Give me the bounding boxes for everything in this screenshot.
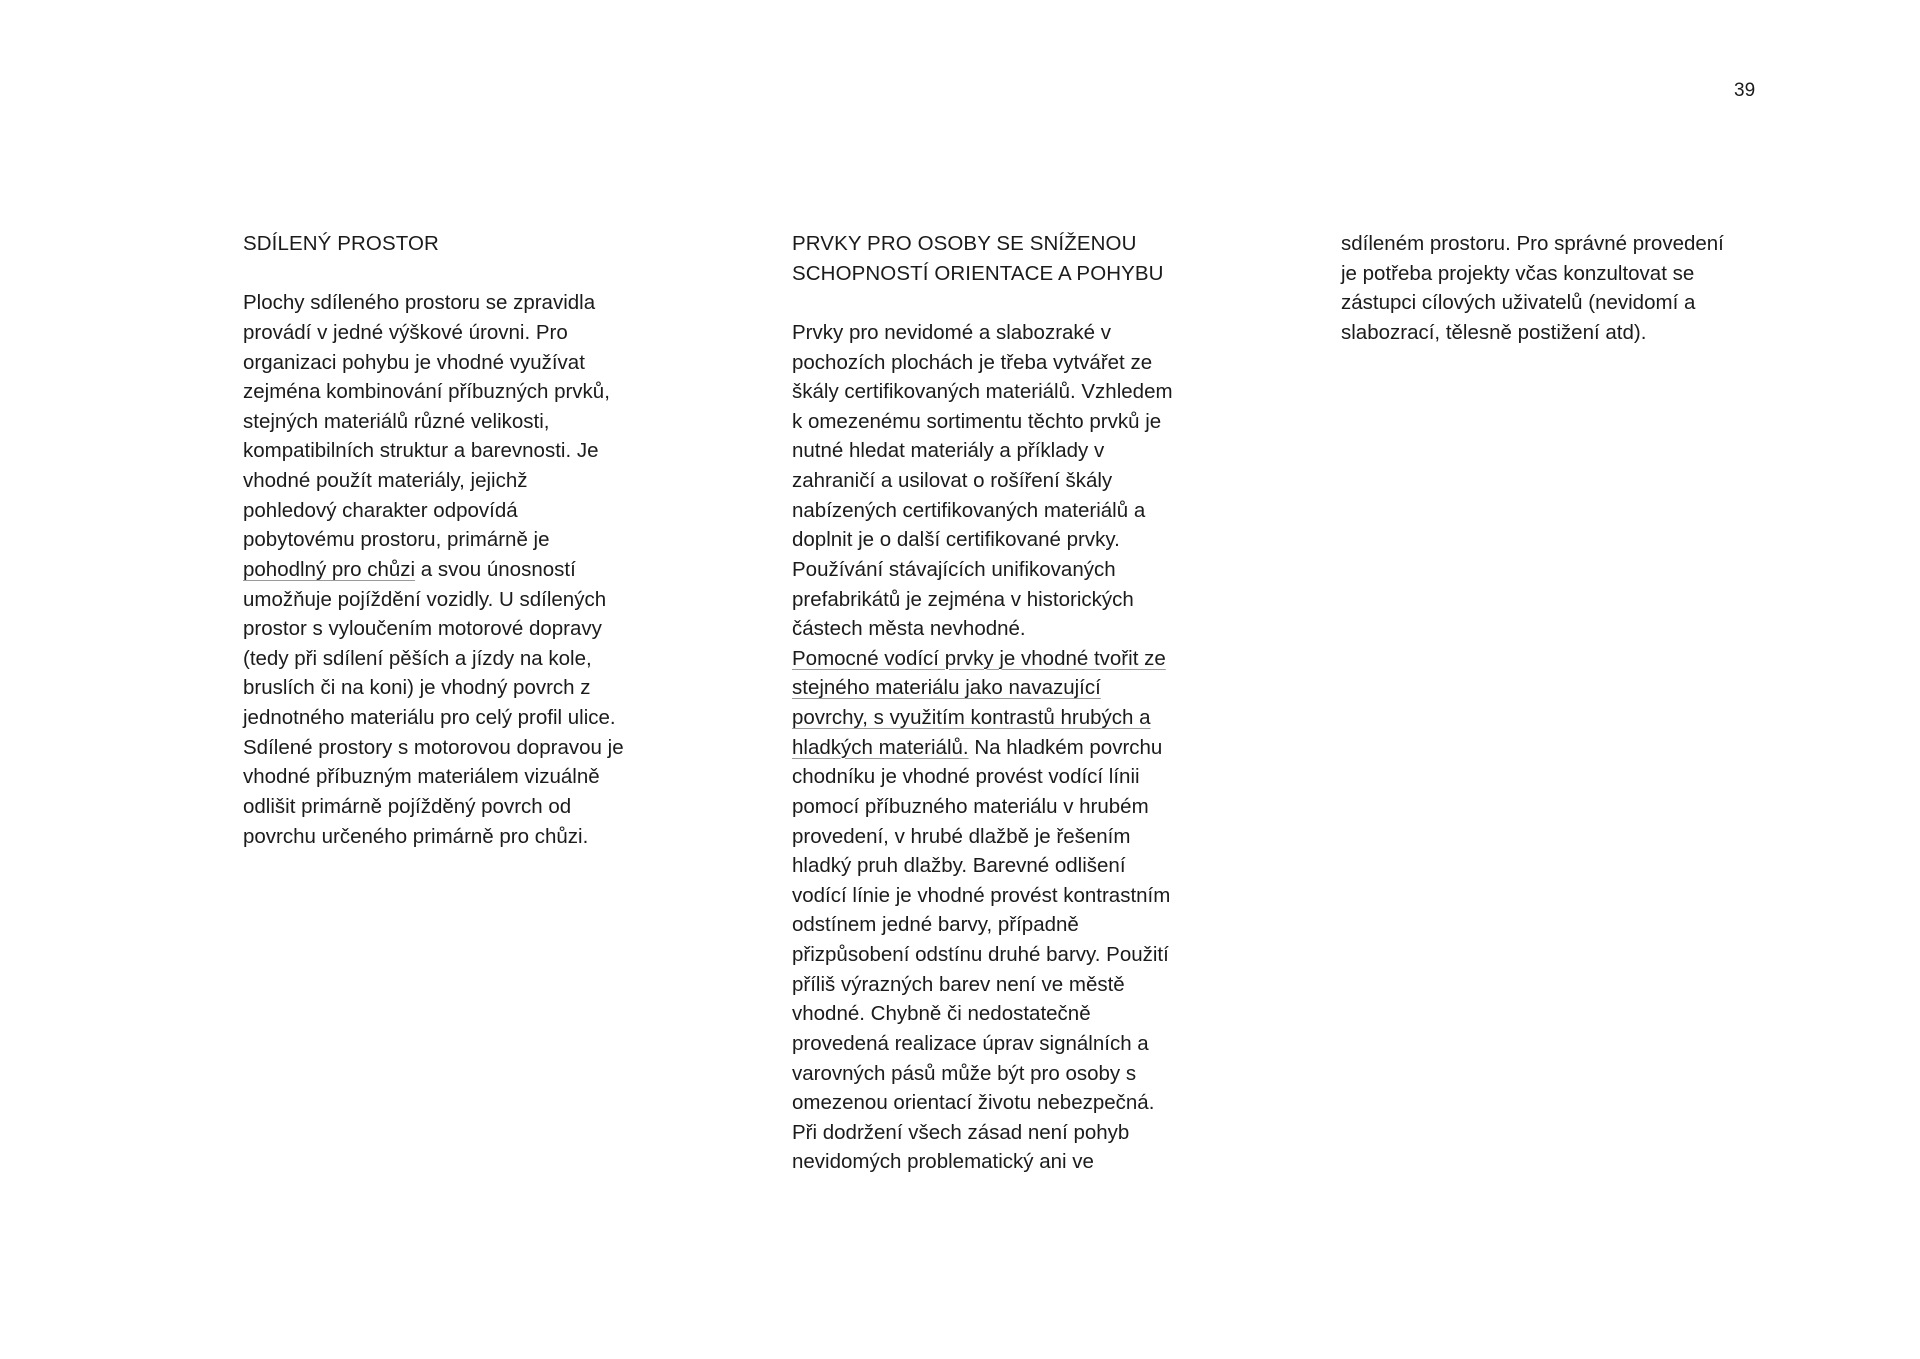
body-text-line	[792, 673, 1232, 703]
section-heading: PRVKY PRO OSOBY SE SNÍŽENOU	[792, 232, 1137, 255]
body-text-line	[792, 555, 1232, 585]
underlined-text: Pomocné vodící prvky je vhodné tvořit ze	[792, 646, 1166, 670]
body-text-line	[243, 555, 683, 585]
body-text: nevidomých problematický ani ve	[792, 1150, 1094, 1174]
body-text: kompatibilních struktur a barevnosti. Je	[243, 439, 599, 463]
body-text: přizpůsobení odstínu druhé barvy. Použití	[792, 943, 1169, 966]
body-text-line	[792, 999, 1232, 1029]
body-text-line	[243, 436, 683, 466]
body-text-line	[792, 1147, 1232, 1177]
body-text: nutné hledat materiály a příklady v	[792, 439, 1105, 463]
body-text: vhodné příbuzným materiálem vizuálně	[243, 765, 600, 789]
body-text: umožňuje pojíždění vozidly. U sdílených	[243, 587, 607, 611]
section-heading: SCHOPNOSTÍ ORIENTACE A POHYBU	[792, 261, 1164, 285]
heading-spacer	[243, 259, 683, 289]
body-text: sdíleném prostoru. Pro správné provedení	[1341, 232, 1724, 255]
body-text-line	[243, 318, 683, 348]
heading-spacer	[792, 288, 1232, 318]
body-text-line	[1341, 288, 1781, 318]
body-text-line	[243, 407, 683, 437]
body-text-line	[792, 733, 1232, 763]
body-text: Sdílené prostory s motorovou dopravou je	[243, 735, 624, 759]
underlined-text: povrchy, s využitím kontrastů hrubých a	[792, 706, 1151, 729]
body-text-line	[243, 614, 683, 644]
body-text: zejména kombinování příbuzných prvků,	[243, 380, 610, 404]
body-text: k omezenému sortimentu těchto prvků je	[792, 409, 1162, 433]
body-text: pochozích plochách je třeba vytvářet ze	[792, 350, 1153, 374]
underlined-text: pohodlný pro chůzi	[243, 557, 416, 581]
body-text-line	[792, 792, 1232, 822]
body-text-line	[1341, 259, 1781, 289]
body-text-line	[792, 436, 1232, 466]
body-text-line	[243, 466, 683, 496]
body-text: chodníku je vhodné provést vodící línii	[792, 765, 1140, 789]
body-text: vhodné použít materiály, jejichž	[243, 469, 528, 492]
body-text-line	[792, 762, 1232, 792]
column-accessibility	[792, 229, 1232, 1177]
body-text: omezenou orientací životu nebezpečná.	[792, 1091, 1155, 1115]
body-text: stejných materiálů různé velikosti,	[243, 409, 550, 433]
body-text-line	[792, 910, 1232, 940]
body-text-line	[792, 1088, 1232, 1118]
page-number: 39	[1734, 80, 1756, 101]
body-text-line	[792, 1118, 1232, 1148]
body-text: částech města nevhodné.	[792, 617, 1026, 641]
body-text: vodící línie je vhodné provést kontrastním	[792, 883, 1171, 907]
body-text: provedení, v hrubé dlažbě je řešením	[792, 824, 1131, 848]
body-text-line	[792, 851, 1232, 881]
body-text-line	[243, 348, 683, 378]
body-text-line	[792, 1059, 1232, 1089]
body-text: organizaci pohybu je vhodné využívat	[243, 350, 585, 374]
body-text: Plochy sdíleného prostoru se zpravidla	[243, 291, 596, 315]
body-text: povrchu určeného primárně pro chůzi.	[243, 824, 589, 848]
body-text: zástupci cílových uživatelů (nevidomí a	[1341, 291, 1696, 315]
body-text: nabízených certifikovaných materiálů a	[792, 498, 1146, 522]
body-text-line	[792, 348, 1232, 378]
body-text-line	[792, 614, 1232, 644]
body-text: pomocí příbuzného materiálu v hrubém	[792, 794, 1149, 818]
column-shared-space	[243, 229, 683, 851]
body-text-line	[243, 525, 683, 555]
body-text: odstínem jedné barvy, případně	[792, 913, 1079, 937]
body-text-line	[243, 792, 683, 822]
body-text: Na hladkém povrchu	[968, 735, 1163, 759]
body-text-line	[792, 644, 1232, 674]
body-text-line	[792, 525, 1232, 555]
body-text: pobytovému prostoru, primárně je	[243, 528, 550, 552]
body-text-line	[1341, 229, 1781, 259]
body-text-line	[792, 318, 1232, 348]
body-text-line	[243, 377, 683, 407]
body-text: Při dodržení všech zásad není pohyb	[792, 1120, 1130, 1144]
body-text: a svou únosností	[415, 557, 576, 581]
body-text: slabozrací, tělesně postižení atd).	[1341, 320, 1647, 344]
body-text-line	[792, 940, 1232, 970]
body-text: odlišit primárně pojížděný povrch od	[243, 794, 572, 818]
underlined-text: hladkých materiálů.	[792, 735, 969, 759]
body-text-line	[243, 585, 683, 615]
body-text-line	[792, 1029, 1232, 1059]
body-text-line	[792, 822, 1232, 852]
body-text: příliš výrazných barev není ve městě	[792, 972, 1125, 996]
body-text: vhodné. Chybně či nedostatečně	[792, 1002, 1091, 1026]
body-text-line	[243, 703, 683, 733]
body-text-line	[243, 496, 683, 526]
body-text: Používání stávajících unifikovaných	[792, 557, 1116, 581]
body-text-line	[1341, 318, 1781, 348]
body-text-line	[792, 496, 1232, 526]
section-heading: SDÍLENÝ PROSTOR	[243, 232, 439, 255]
body-text: zahraničí a usilovat o rošíření škály	[792, 469, 1113, 492]
body-text: doplnit je o další certifikované prvky.	[792, 528, 1120, 552]
body-text-line	[792, 585, 1232, 615]
body-text-line	[243, 733, 683, 763]
body-text-line	[792, 970, 1232, 1000]
body-text: prostor s vyloučením motorové dopravy	[243, 617, 602, 641]
body-text-line	[243, 673, 683, 703]
body-text-line	[792, 703, 1232, 733]
column-continuation	[1341, 229, 1781, 348]
body-text-line	[243, 762, 683, 792]
body-text: pohledový charakter odpovídá	[243, 498, 518, 522]
body-text-line	[792, 407, 1232, 437]
body-text-line	[243, 822, 683, 852]
body-text-line	[243, 644, 683, 674]
body-text: (tedy při sdílení pěších a jízdy na kole,	[243, 646, 592, 670]
body-text-line	[792, 377, 1232, 407]
body-text: hladký pruh dlažby. Barevné odlišení	[792, 854, 1126, 878]
body-text-line	[243, 288, 683, 318]
body-text: Prvky pro nevidomé a slabozraké v	[792, 320, 1112, 344]
body-text: provádí v jedné výškové úrovni. Pro	[243, 320, 568, 344]
body-text: jednotného materiálu pro celý profil ulice.	[243, 706, 616, 729]
body-text: prefabrikátů je zejména v historických	[792, 587, 1134, 611]
body-text: varovných pásů může být pro osoby s	[792, 1061, 1137, 1085]
body-text: škály certifikovaných materiálů. Vzhledem	[792, 380, 1173, 404]
body-text: provedená realizace úprav signálních a	[792, 1031, 1149, 1055]
body-text-line	[792, 881, 1232, 911]
underlined-text: stejného materiálu jako navazující	[792, 676, 1101, 700]
body-text: je potřeba projekty včas konzultovat se	[1341, 261, 1695, 285]
body-text-line	[792, 466, 1232, 496]
body-text: bruslích či na koni) je vhodný povrch z	[243, 676, 591, 700]
